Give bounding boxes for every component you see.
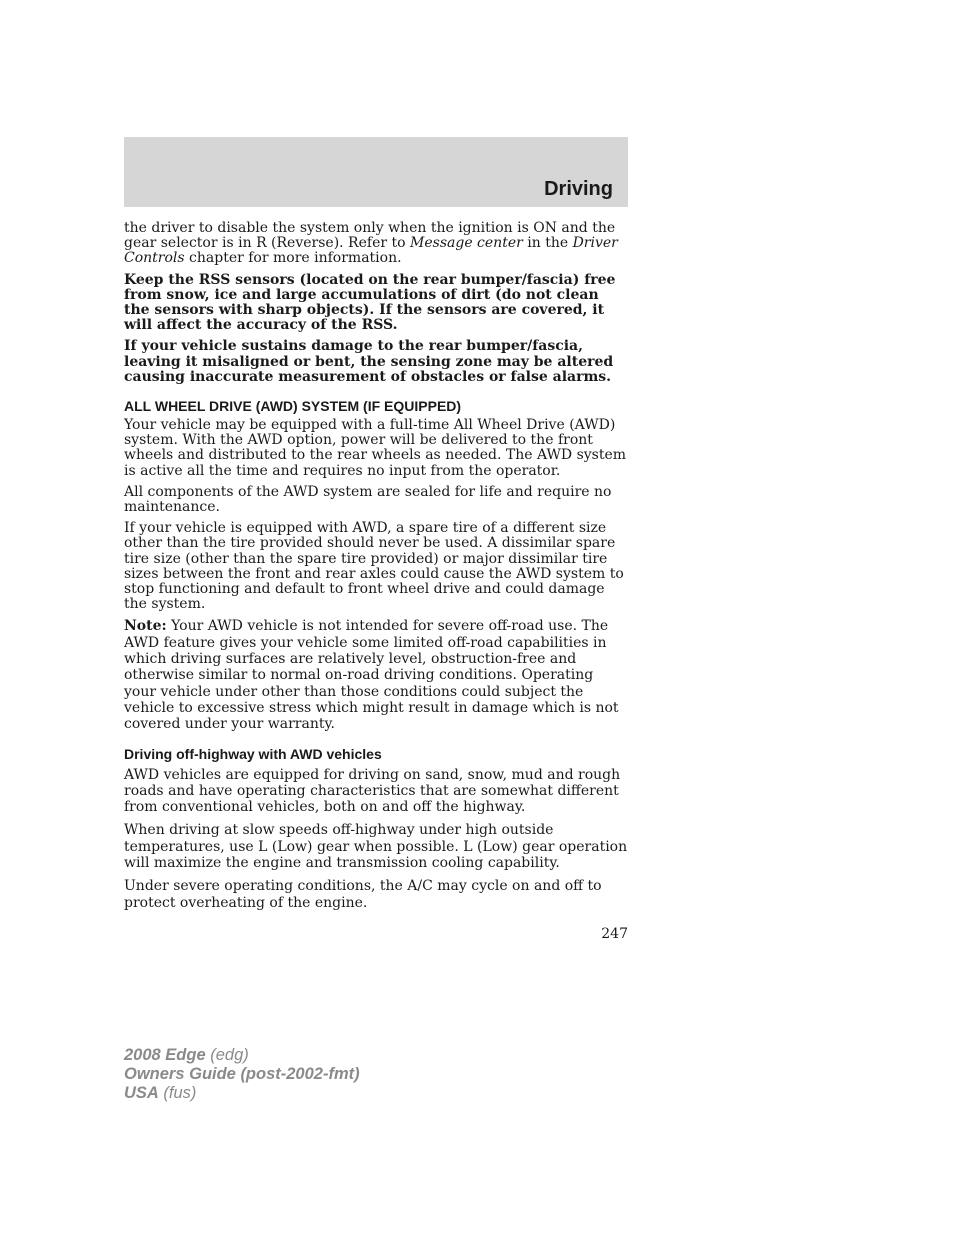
off-highway-paragraph-2: When driving at slow speeds off-highway under high outside temperatures, use L (Low) gear when possible. L (Low) gear operation will maximize the engine and transmission cooling capability. <box>124 822 628 872</box>
awd-intro-paragraph: Your vehicle may be equipped with a full-time All Wheel Drive (AWD) system. With the AWD option, power will be delivered to the front wheels and distributed to the rear wheels as needed. The AWD system is active all the time and requires no input from the operator. <box>124 417 627 479</box>
rss-sensor-warning: Keep the RSS sensors (located on the rear bumper/fascia) free from snow, ice and large accumulations of dirt (do not clean the sensors with sharp objects). If the sensors are covered, it will affect the accuracy of the RSS. <box>124 271 616 334</box>
awd-note-paragraph: Note: Your AWD vehicle is not intended for severe off-road use. The AWD feature gives your vehicle some limited off-road capabilities in which driving surfaces are relatively level, obstruction-free and otherwise similar to normal on-road driving conditions. Operating your vehicle under other than those conditions could subject the vehicle to excessive stress which might result in damage which is not covered under your warranty. <box>124 618 619 733</box>
off-highway-paragraph-3: Under severe operating conditions, the A/C may cycle on and off to protect overheating of the engine. <box>124 878 602 911</box>
subheading-off-highway: Driving off-highway with AWD vehicles <box>124 745 382 762</box>
paragraph-continued: the driver to disable the system only when the ignition is ON and the gear selector is in R (Reverse). Refer to Message center in the Driver Controls chapter for more information. <box>124 220 618 267</box>
off-highway-paragraph-1: AWD vehicles are equipped for driving on sand, snow, mud and rough roads and have operating characteristics that are somewhat different from conventional vehicles, both on and off the highway. <box>124 766 621 816</box>
note-label: Note: <box>124 618 167 635</box>
chapter-title: Driving <box>544 178 613 200</box>
footer-line-guide: Owners Guide (post-2002-fmt) <box>124 1065 360 1083</box>
section-heading-awd: ALL WHEEL DRIVE (AWD) SYSTEM (IF EQUIPPED) <box>124 398 462 415</box>
footer-line-market: USA (fus) <box>124 1084 197 1102</box>
document-footer <box>124 1046 360 1103</box>
ref-driver-controls: Driver Controls <box>124 235 618 267</box>
awd-maintenance-paragraph: All components of the AWD system are sealed for life and require no maintenance. <box>124 483 612 516</box>
footer-line-model: 2008 Edge (edg) <box>124 1046 249 1064</box>
page-content <box>124 221 628 918</box>
rss-damage-warning: If your vehicle sustains damage to the rear bumper/fascia, leaving it misaligned or bent, the sensing zone may be altered causing inaccurate measurement of obstacles or false alarms. <box>124 338 614 385</box>
ref-message-center: Message center <box>410 235 523 252</box>
awd-spare-tire-paragraph: If your vehicle is equipped with AWD, a spare tire of a different size other than the tire provided should never be used. A dissimilar spare tire size (other than the spare tire provided) or major dissimilar tire sizes between the front and rear axles could cause the AWD system to stop functioning and default to front wheel drive and could damage the system. <box>124 520 624 613</box>
page-number: 247 <box>601 926 628 942</box>
chapter-header-band <box>124 137 628 207</box>
